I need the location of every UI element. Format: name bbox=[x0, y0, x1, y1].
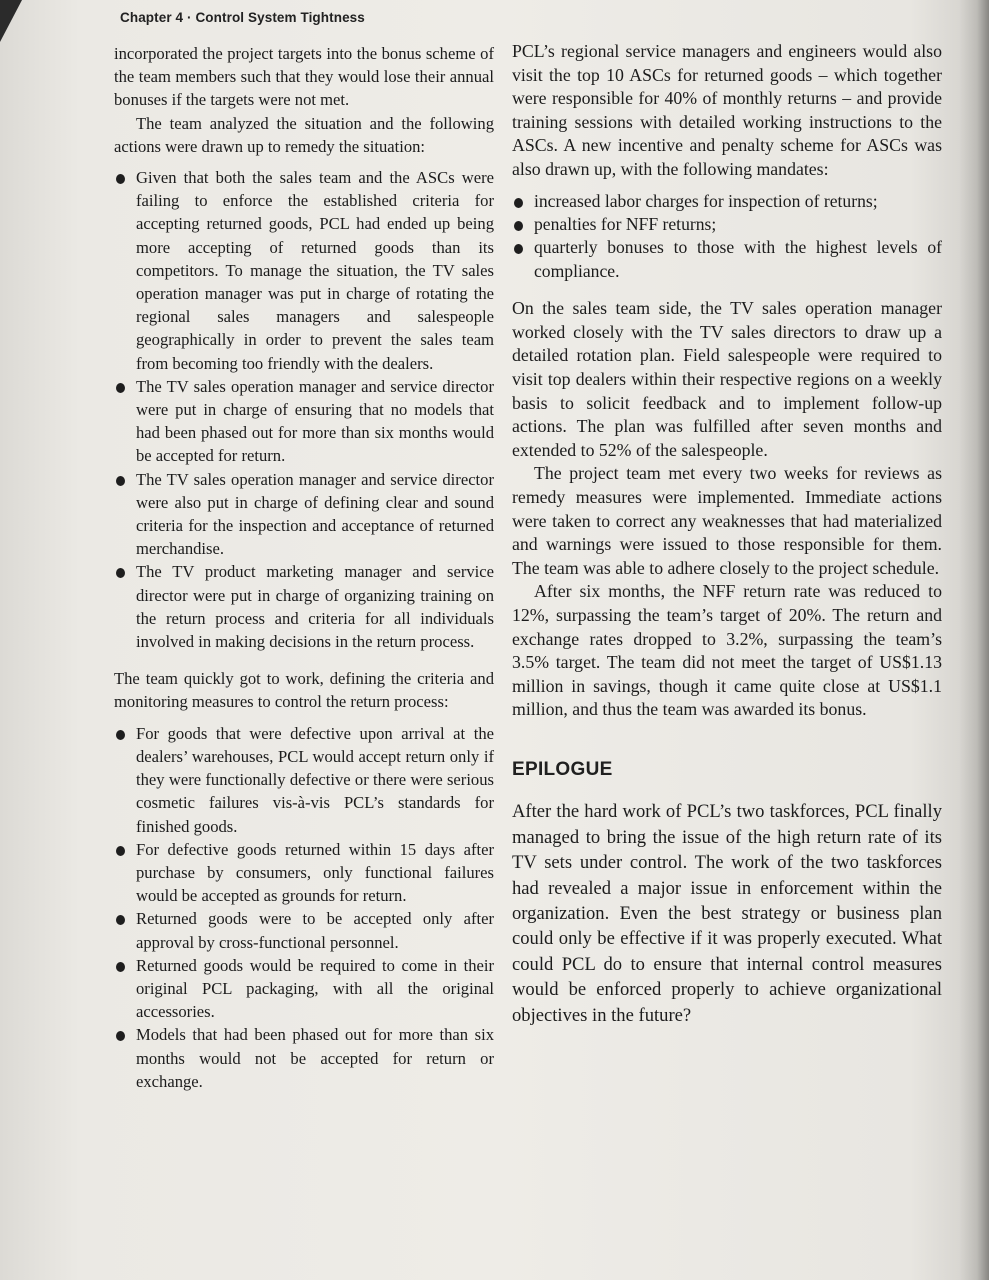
bullet-icon bbox=[116, 383, 125, 393]
bullet-icon bbox=[116, 174, 125, 184]
list-item bbox=[512, 213, 942, 236]
running-head: Chapter 4 · Control System Tightness bbox=[120, 10, 365, 25]
results-paragraph: After six months, the NFF return rate was reduced to 12%, surpassing the team’s target of 20%. The return and exchange rates dropped to 3.2%, surpassing the team’s 3.5% target. The team did not meet the target of US$1.13 million in savings, though it came quite close at US$1.1 million, and thus the team was awarded its bonus. bbox=[512, 581, 942, 720]
bullet-icon bbox=[116, 476, 125, 486]
criteria-paragraph: The team quickly got to work, defining the criteria and monitoring measures to control the return process: bbox=[114, 669, 494, 712]
list-item bbox=[114, 722, 494, 838]
binding-shadow bbox=[959, 0, 989, 1280]
action-text: The TV sales operation manager and service director were also put in charge of defining clear and sound criteria for the inspection and acceptance of returned merchandise. bbox=[136, 469, 494, 559]
mandates-list bbox=[512, 190, 942, 284]
list-item bbox=[114, 954, 494, 1024]
list-item bbox=[512, 190, 942, 213]
bullet-icon bbox=[116, 846, 125, 856]
mandate-text: increased labor charges for inspection of returns; bbox=[534, 190, 878, 211]
list-item bbox=[114, 1023, 494, 1093]
list-item bbox=[114, 375, 494, 468]
actions-list bbox=[114, 166, 494, 653]
mandate-text: penalties for NFF returns; bbox=[534, 213, 717, 234]
bullet-icon bbox=[514, 198, 523, 208]
project-paragraph: The project team met every two weeks for reviews as remedy measures were implemented. Immediate actions were taken to correct any weaknesses that had materialized and warnings were issued to those responsible for them. The team was able to adhere closely to the project schedule. bbox=[512, 463, 942, 578]
epilogue-paragraph: After the hard work of PCL’s two taskforces, PCL finally managed to bring the issue of the high return rate of its TV sets under control. The work of the two taskforces had revealed a major issue in enforcement within the organization. Even the best strategy or business plan could only be effective if it was properly executed. What could PCL do to ensure that internal control measures would be enforced properly to achieve organizational objectives in the future? bbox=[512, 801, 942, 1026]
right-column bbox=[512, 40, 942, 1028]
bullet-icon bbox=[116, 915, 125, 925]
page-corner-mark bbox=[0, 0, 22, 42]
bullet-icon bbox=[116, 730, 125, 740]
list-item bbox=[114, 468, 494, 561]
left-column bbox=[114, 42, 494, 1093]
bullet-icon bbox=[116, 1031, 125, 1041]
criteria-list bbox=[114, 722, 494, 1093]
criteria-text: Returned goods were to be accepted only after approval by cross-functional personnel. bbox=[136, 909, 494, 952]
bullet-icon bbox=[116, 568, 125, 578]
action-text: Given that both the sales team and the ASCs were failing to enforce the established criteria for accepting returned goods, PCL had ended up being more accepting of returned goods than its competitors. To manage the situation, the TV sales operation manager was put in charge of rotating the regional sales managers and salespeople geographically in order to prevent the sales team from becoming too friendly with the dealers. bbox=[136, 168, 494, 373]
list-item bbox=[114, 166, 494, 375]
list-item bbox=[512, 236, 942, 283]
sales-paragraph: On the sales team side, the TV sales operation manager worked closely with the TV sales directors to draw up a detailed rotation plan. Field salespeople were required to visit top dealers within their respective regions on a weekly basis to solicit feedback and to implement follow-up actions. The plan was fulfilled after seven months and extended to 52% of the salespeople. bbox=[512, 298, 942, 460]
criteria-text: For defective goods returned within 15 days after purchase by consumers, only functional failures would be accepted as grounds for return. bbox=[136, 839, 494, 906]
action-text: The TV sales operation manager and service director were put in charge of ensuring that no models that had been phased out for more than six months would be accepted for return. bbox=[136, 376, 494, 466]
criteria-text: For goods that were defective upon arrival at the dealers’ warehouses, PCL would accept return only if they were functionally defective or there were serious cosmetic failures vis-à-vis PCL’s standards for finished goods. bbox=[136, 723, 494, 836]
intro-continuation: incorporated the project targets into the bonus scheme of the team members such that they would lose their annual bonuses if the targets were not met. bbox=[114, 44, 494, 110]
bullet-icon bbox=[514, 221, 523, 231]
mandate-text: quarterly bonuses to those with the highest levels of compliance. bbox=[534, 237, 942, 281]
bullet-icon bbox=[116, 962, 125, 972]
criteria-text: Returned goods would be required to come in their original PCL packaging, with all the original accessories. bbox=[136, 955, 494, 1022]
list-item bbox=[114, 838, 494, 908]
epilogue-heading: EPILOGUE bbox=[512, 758, 613, 780]
bullet-icon bbox=[514, 244, 523, 254]
analysis-paragraph: The team analyzed the situation and the following actions were drawn up to remedy the situation: bbox=[114, 113, 494, 156]
list-item bbox=[114, 560, 494, 653]
service-paragraph: PCL’s regional service managers and engineers would also visit the top 10 ASCs for returned goods – which together were responsible for 40% of monthly returns – and provide training sessions with detailed working instructions to the ASCs. A new incentive and penalty scheme for ASCs was also drawn up, with the following mandates: bbox=[512, 41, 942, 179]
criteria-text: Models that had been phased out for more than six months would not be accepted for return or exchange. bbox=[136, 1025, 494, 1091]
list-item bbox=[114, 907, 494, 953]
action-text: The TV product marketing manager and service director were put in charge of organizing training on the return process and criteria for all individuals involved in making decisions in the return process. bbox=[136, 562, 494, 652]
